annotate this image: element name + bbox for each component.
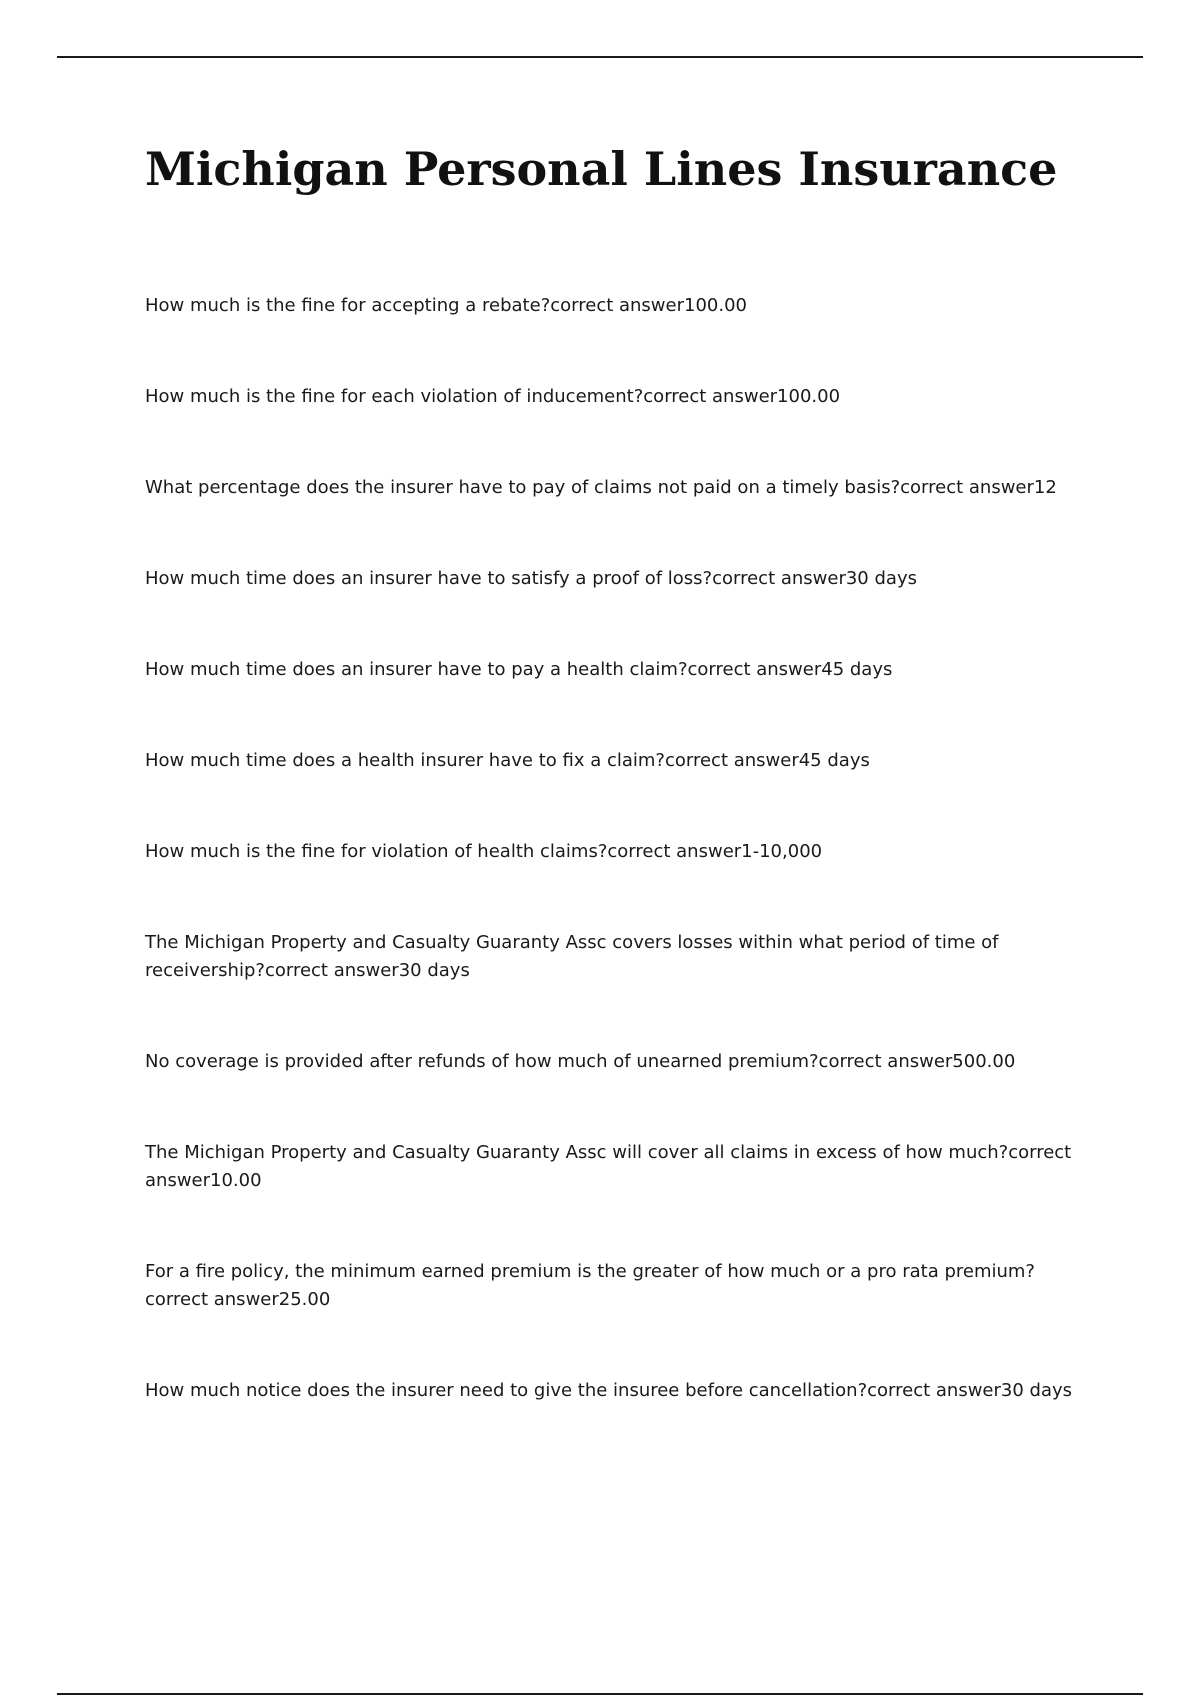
qa-item: How much notice does the insurer need to give the insuree before cancellation?correct answer30 days	[145, 1380, 1072, 1401]
qa-item: How much time does an insurer have to satisfy a proof of loss?correct answer30 days	[145, 568, 917, 589]
qa-item: How much is the fine for accepting a rebate?correct answer100.00	[145, 295, 747, 316]
qa-list	[145, 292, 1075, 1468]
qa-item: The Michigan Property and Casualty Guaranty Assc will cover all claims in excess of how much?correct answer10.00	[145, 1142, 1072, 1191]
qa-item: The Michigan Property and Casualty Guaranty Assc covers losses within what period of time of receivership?correct answer30 days	[145, 932, 999, 981]
qa-item: No coverage is provided after refunds of how much of unearned premium?correct answer500.00	[145, 1051, 1016, 1072]
qa-item: How much time does a health insurer have to fix a claim?correct answer45 days	[145, 750, 870, 771]
qa-item: How much is the fine for violation of health claims?correct answer1-10,000	[145, 841, 823, 862]
qa-item: For a fire policy, the minimum earned premium is the greater of how much or a pro rata premium?correct answer25.00	[145, 1261, 1035, 1310]
page-title: Michigan Personal Lines Insurance	[145, 142, 1058, 196]
bottom-divider	[57, 1693, 1143, 1695]
top-divider	[57, 56, 1143, 58]
qa-item: What percentage does the insurer have to pay of claims not paid on a timely basis?correct answer12	[145, 477, 1057, 498]
qa-item: How much time does an insurer have to pay a health claim?correct answer45 days	[145, 659, 893, 680]
qa-item: How much is the fine for each violation of inducement?correct answer100.00	[145, 386, 841, 407]
